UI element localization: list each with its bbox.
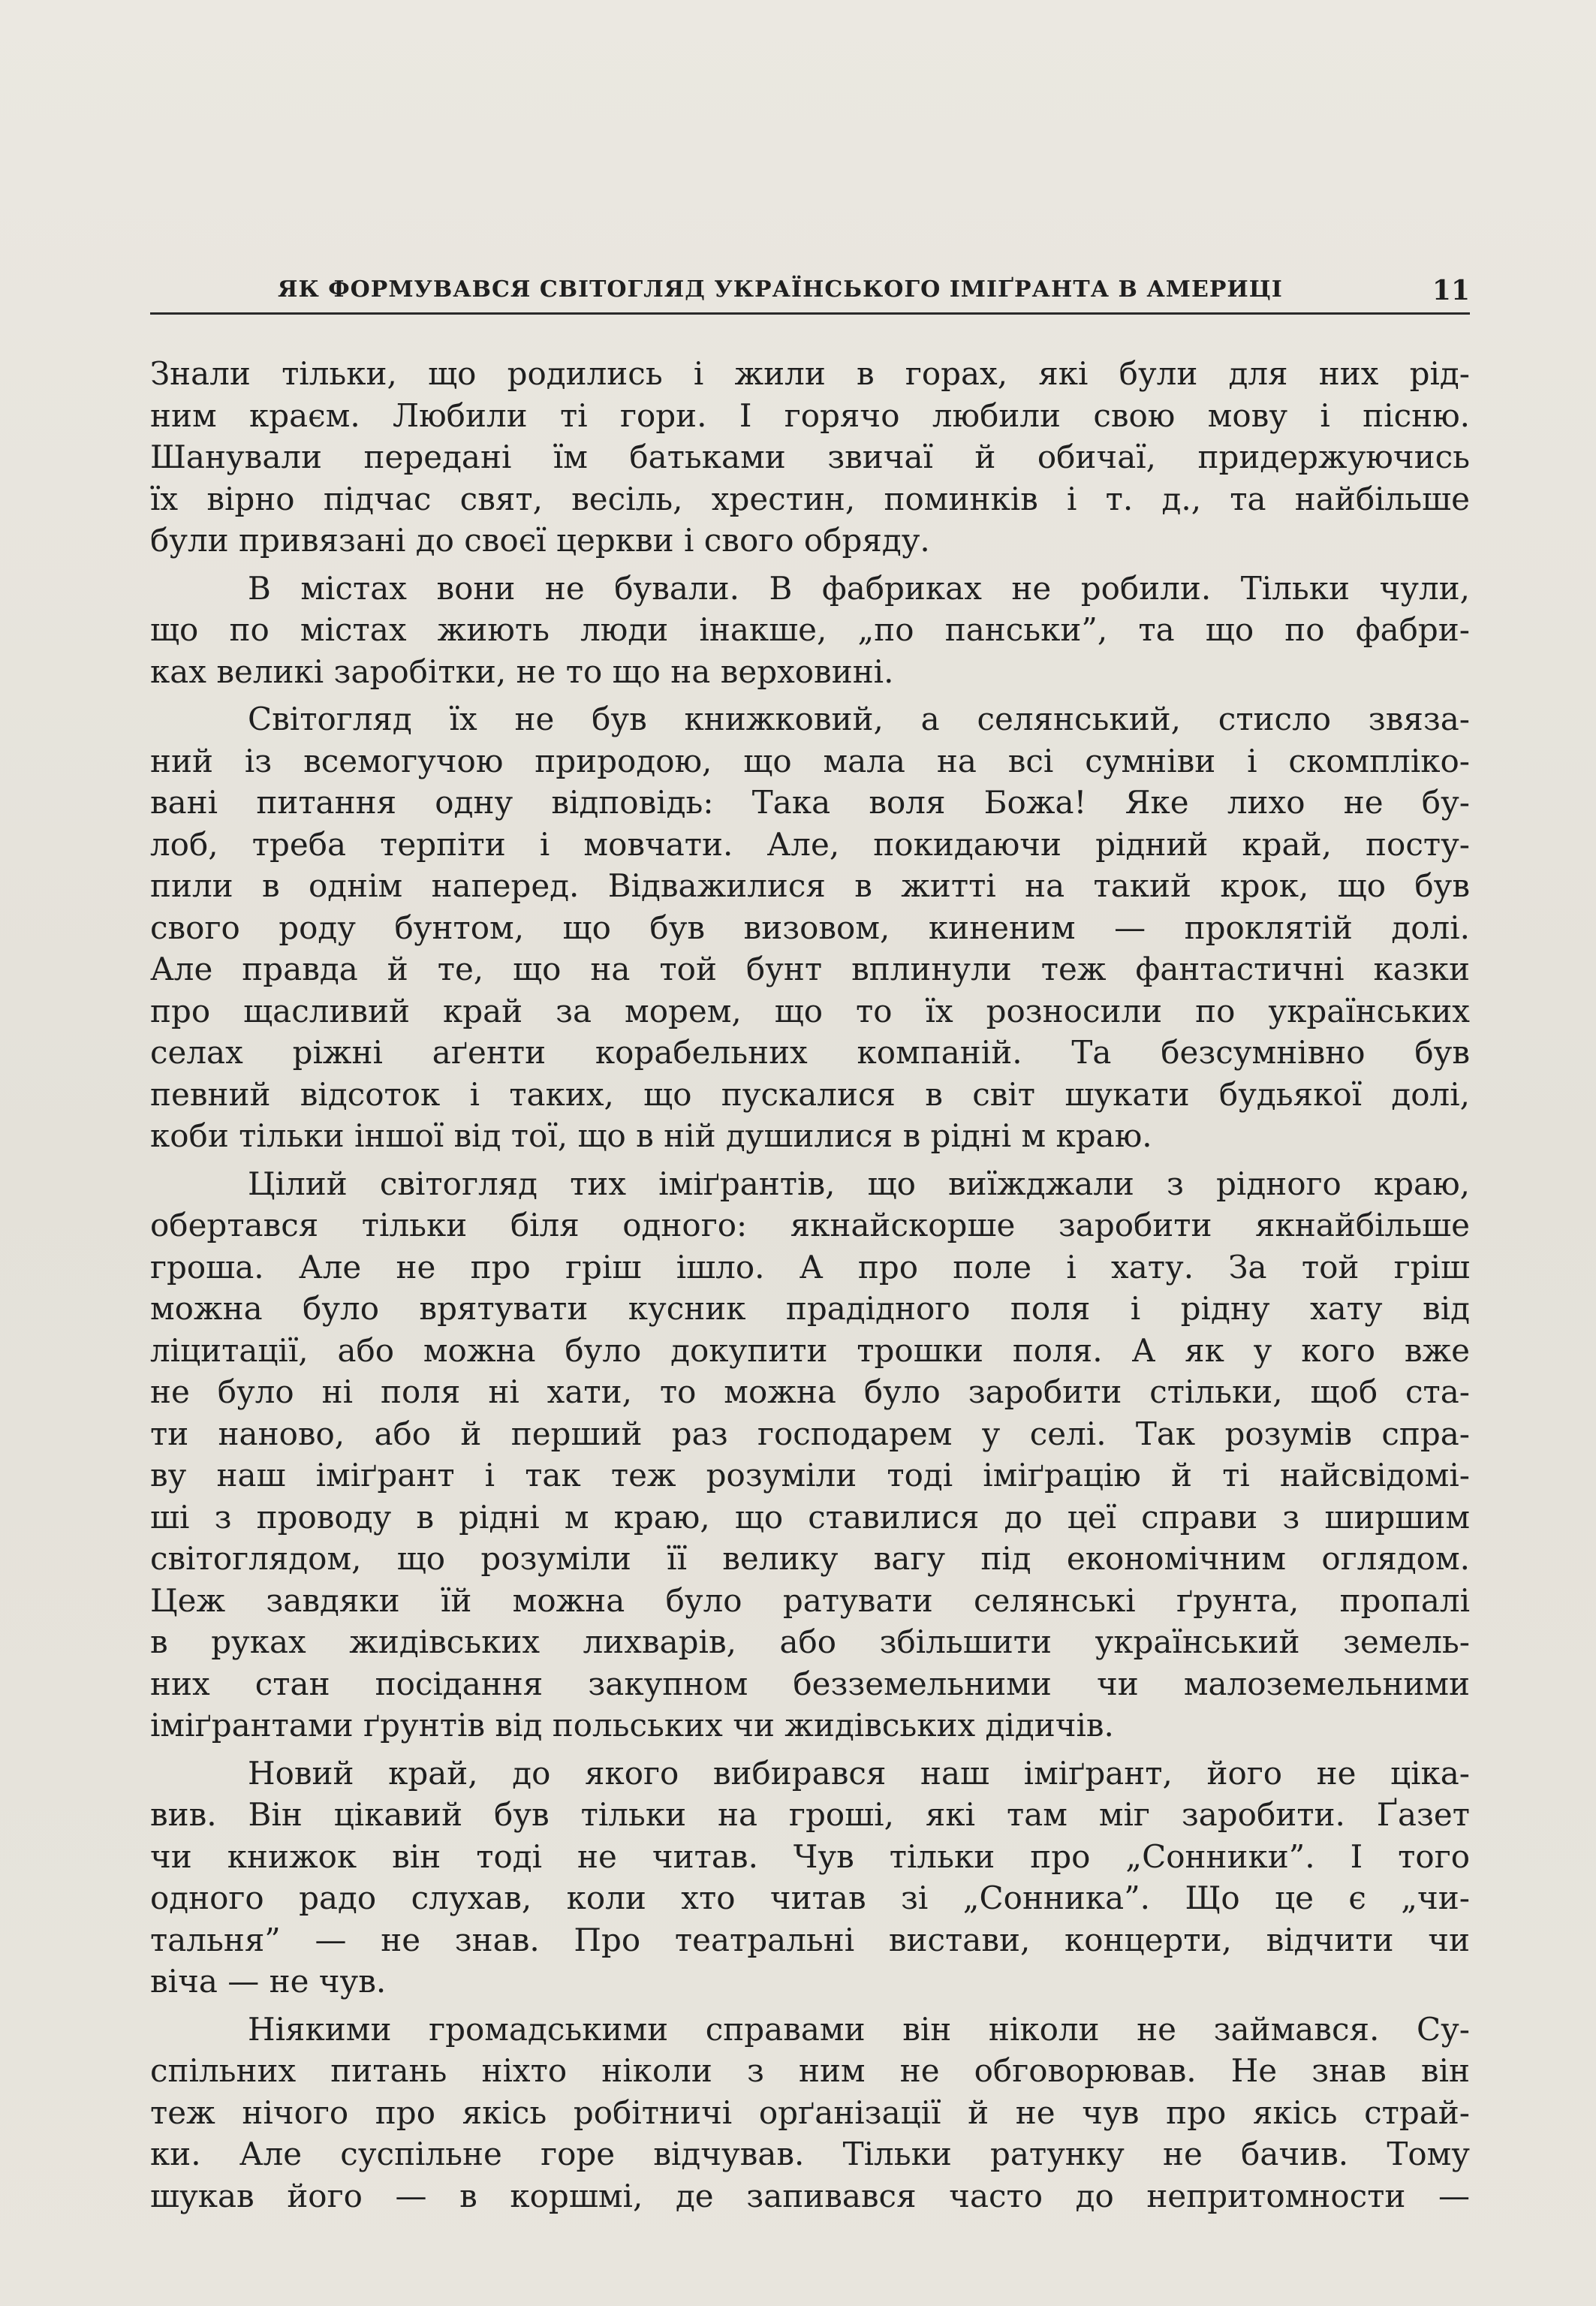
text-line: Новий край, до якого вибирався наш іміґрант, його не цікa- bbox=[248, 1754, 1470, 1792]
text-line: Цеж завдяки їй можна було ратувати селянські ґрунта, пропалі bbox=[150, 1581, 1470, 1619]
text-line: одного радо слухав, коли хто читав зі „Сонника”. Що це є „чи- bbox=[150, 1879, 1470, 1916]
text-line: Світогляд їх не був книжковий, а селянський, стисло звяза- bbox=[248, 701, 1470, 737]
paragraph bbox=[150, 2009, 1470, 2217]
text-line: ках великі заробітки, не то що на верховині. bbox=[150, 653, 894, 690]
text-line: гроша. Але не про гріш ішло. А про поле і хату. За той гріш bbox=[150, 1248, 1470, 1286]
text-line: шукав його — в коршмі, де запивався часто до непритомности — bbox=[150, 2177, 1470, 2214]
text-line: в руках жидівських лихварів, або збільшити український земель- bbox=[150, 1623, 1470, 1660]
text-line: В містах вони не бували. В фабриках не робили. Тільки чули, bbox=[248, 569, 1470, 607]
text-line: були привязані до своєї церкви і свого обряду. bbox=[150, 522, 930, 559]
text-line: Але правда й те, що на той бунт вплинули теж фантастичні казки bbox=[150, 951, 1470, 987]
text-line: пили в однім наперед. Відважилися в житті на такий крок, що був bbox=[150, 867, 1470, 904]
text-line: них стан посідання закупном безземельними чи малоземельними bbox=[150, 1665, 1470, 1702]
paragraph bbox=[150, 698, 1470, 1157]
text-line: ліцитації, або можна було докупити трошки поля. А як у кого вже bbox=[150, 1331, 1470, 1369]
text-line: вив. Він цікавий був тільки на гроші, які там міг заробити. Ґазет bbox=[150, 1796, 1470, 1833]
running-title: ЯК ФОРМУВАВСЯ СВІТОГЛЯД УКРАЇНСЬКОГО ІМІҐРАНТА В АМЕРИЦІ bbox=[278, 276, 1283, 303]
text-line: не було ні поля ні хати, то можна було заробити стільки, щоб ста- bbox=[150, 1373, 1470, 1410]
text-line: Цілий світогляд тих іміґрантів, що виїжджали з рідного краю, bbox=[248, 1165, 1470, 1202]
text-line: теж нічого про якісь робітничі орґанізації й не чув про якісь страй- bbox=[150, 2093, 1470, 2131]
text-line: чи книжок він тоді не читав. Чув тільки про „Сонники”. І того bbox=[150, 1837, 1470, 1875]
paragraph bbox=[150, 1753, 1470, 2003]
text-line: що по містах жиють люди інакше, „по панськи”, та що по фабри- bbox=[150, 611, 1470, 648]
text-line: ним краєм. Любили ті гори. І горячо любили свою мову і пісню. bbox=[150, 396, 1470, 434]
header-rule bbox=[150, 312, 1470, 315]
text-line: світоглядом, що розуміли її велику вагу під економічним оглядом. bbox=[150, 1540, 1470, 1577]
text-line: про щасливий край за морем, що то їх розносили по українських bbox=[150, 992, 1470, 1029]
text-line: ки. Але суспільне горе відчував. Тільки ратунку не бачив. Тому bbox=[150, 2136, 1470, 2172]
text-line: ти наново, або й перший раз господарем у селі. Так розумів спра- bbox=[150, 1415, 1470, 1452]
text-line: спільних питань ніхто ніколи з ним не обговорював. Не знав він bbox=[150, 2052, 1470, 2089]
body-text bbox=[150, 353, 1470, 2217]
text-line: Знали тільки, що родились і жили в горах, які були для них рід- bbox=[150, 355, 1470, 392]
text-line: селах ріжні аґенти корабельних компаній. Та безсумнівно був bbox=[150, 1034, 1470, 1071]
page-number: 11 bbox=[1432, 275, 1470, 306]
text-line: свого роду бунтом, що був визовом, киненим — проклятій долі. bbox=[150, 909, 1470, 946]
text-line: Шанували передані їм батьками звичаї й обичаї, придержуючись bbox=[150, 439, 1470, 475]
text-line: вані питання одну відповідь: Така воля Божа! Яке лихо не бу- bbox=[150, 784, 1470, 821]
text-line: тальня” — не знав. Про театральні вистави, концерти, відчити чи bbox=[150, 1921, 1470, 1958]
text-line: можна було врятувати кусник прадідного поля і рідну хату від bbox=[150, 1290, 1470, 1327]
text-line: обертався тільки біля одного: якнайскорше заробити якнайбільше bbox=[150, 1207, 1470, 1243]
text-line: віча — не чув. bbox=[150, 1963, 387, 2000]
text-line: лоб, треба терпіти і мовчати. Але, покидаючи рідний край, посту- bbox=[150, 825, 1470, 863]
paragraph bbox=[150, 568, 1470, 693]
text-line: ші з проводу в рідні м краю, що ставилися до цеї справи з ширшим bbox=[150, 1498, 1470, 1536]
text-line: їх вірно підчас свят, весіль, хрестин, поминків і т. д., та найбільше bbox=[150, 480, 1470, 517]
text-line: іміґрантами ґрунтів від польських чи жидівських дідичів. bbox=[150, 1707, 1114, 1744]
text-line: ву наш іміґрант і так теж розуміли тоді іміґрацію й ті найсвідомі- bbox=[150, 1457, 1470, 1494]
paragraph bbox=[150, 1163, 1470, 1747]
text-line: ний із всемогучою природою, що мала на всі сумніви і скомпліко- bbox=[150, 742, 1470, 779]
paragraph bbox=[150, 353, 1470, 562]
running-header bbox=[150, 272, 1470, 320]
text-line: певний відсоток і таких, що пускалися в світ шукати будьякої долі, bbox=[150, 1075, 1470, 1113]
text-line: Ніякими громадськими справами він ніколи не займався. Су- bbox=[248, 2010, 1470, 2048]
text-line: коби тільки іншої від тої, що в ній душилися в рідні м краю. bbox=[150, 1117, 1152, 1154]
